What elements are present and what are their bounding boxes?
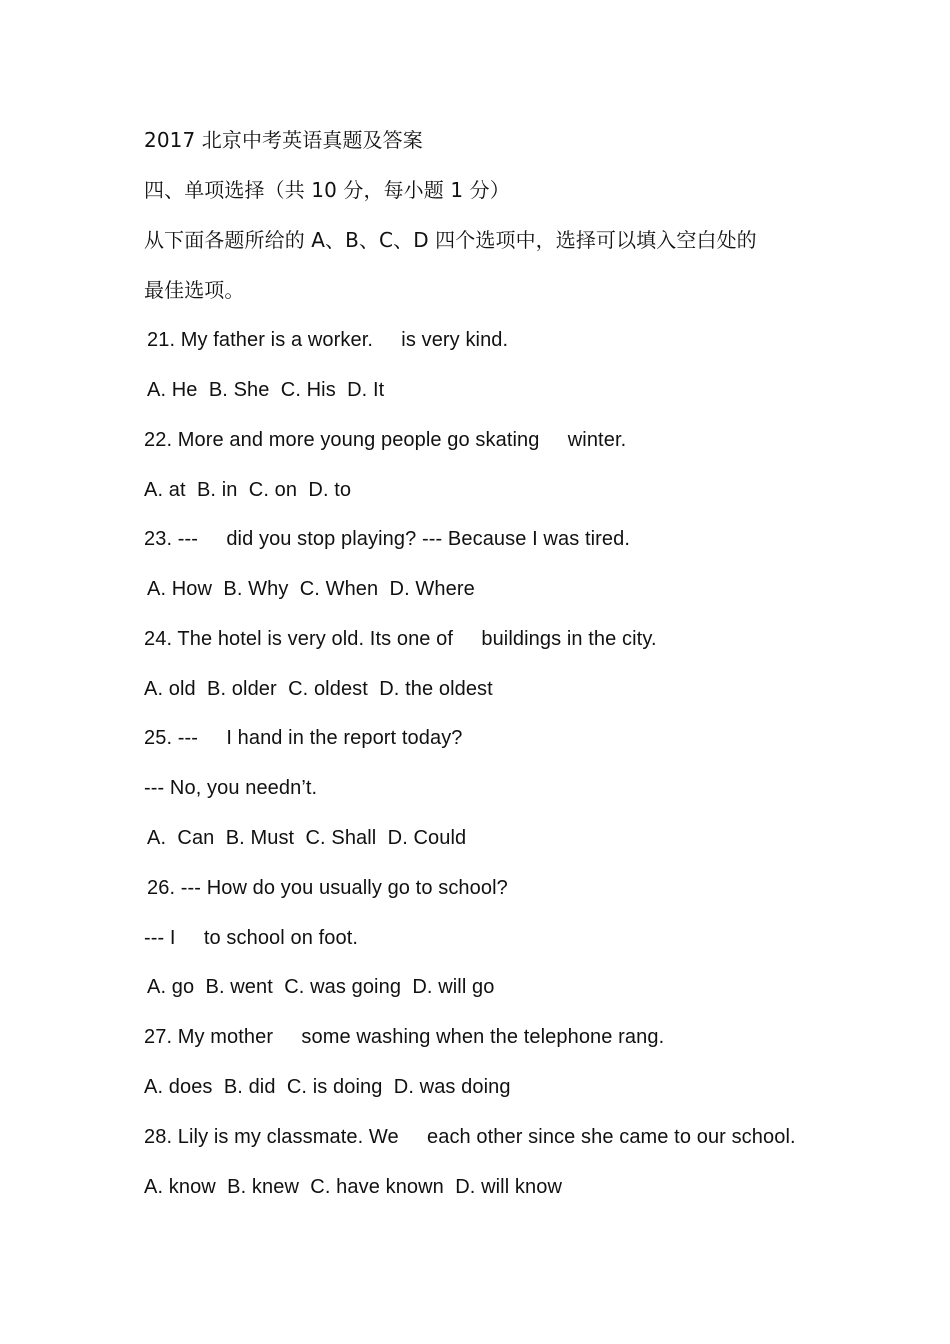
question-23-options: A. How B. Why C. When D. Where bbox=[147, 578, 475, 600]
question-26-stem: 26. --- How do you usually go to school? bbox=[147, 877, 508, 899]
question-24-options: A. old B. older C. oldest D. the oldest bbox=[144, 678, 493, 700]
question-21-options: A. He B. She C. His D. It bbox=[147, 379, 385, 401]
document-title: 2017 北京中考英语真题及答案 bbox=[144, 128, 423, 152]
question-23-stem: 23. --- did you stop playing? --- Because I was tired. bbox=[144, 528, 631, 550]
question-28-options: A. know B. knew C. have known D. will know bbox=[144, 1176, 562, 1198]
question-27-stem: 27. My mother some washing when the telephone rang. bbox=[144, 1026, 665, 1048]
section-heading: 四、单项选择（共 10 分，每小题 1 分） bbox=[144, 178, 510, 202]
question-26-options: A. go B. went C. was going D. will go bbox=[147, 976, 495, 998]
question-27-options: A. does B. did C. is doing D. was doing bbox=[144, 1076, 511, 1098]
question-28-stem: 28. Lily is my classmate. We each other since she came to our school. bbox=[144, 1126, 796, 1148]
question-25-reply: --- No, you needn’t. bbox=[144, 777, 318, 799]
question-22-stem: 22. More and more young people go skating winter. bbox=[144, 429, 627, 451]
question-24-stem: 24. The hotel is very old. Its one of buildings in the city. bbox=[144, 628, 657, 650]
question-26-reply: --- I to school on foot. bbox=[144, 927, 359, 949]
instructions-line-2: 最佳选项。 bbox=[144, 278, 245, 302]
question-25-stem: 25. --- I hand in the report today? bbox=[144, 727, 463, 749]
question-25-options: A. Can B. Must C. Shall D. Could bbox=[147, 827, 467, 849]
question-22-options: A. at B. in C. on D. to bbox=[144, 479, 352, 501]
instructions-line-1: 从下面各题所给的 A、B、C、D 四个选项中，选择可以填入空白处的 bbox=[144, 228, 757, 252]
question-21-stem: 21. My father is a worker. is very kind. bbox=[147, 329, 509, 351]
